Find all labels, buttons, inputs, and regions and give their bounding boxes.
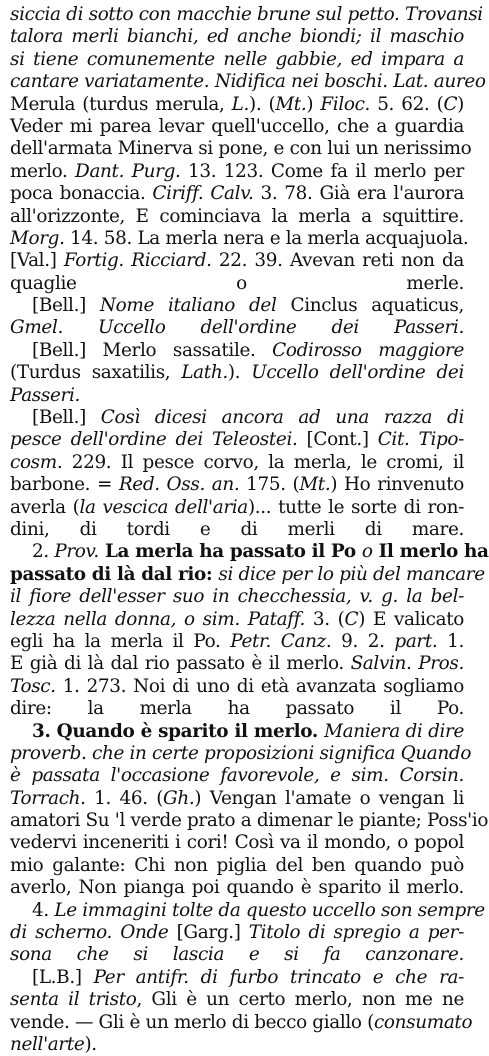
text-run: 229. Il pesce corvo, la merla, le cromi, il (62, 451, 464, 473)
text-run: egli ha la merla il Po. (10, 630, 231, 652)
text-run: [Bell.] (32, 407, 101, 429)
text-line (10, 452, 464, 474)
text-run: poca bonaccia. (10, 183, 153, 205)
text-run: merlo. (10, 160, 76, 182)
italic-run: senta il tristo (10, 989, 137, 1011)
italic-run: è passata l'occasione favorevole, e sim. Corsin. (10, 765, 464, 787)
italic-run: si dice per lo più del mancare (218, 563, 485, 585)
italic-run: Gh. (163, 787, 195, 809)
text-run: 22. 39. Avevan reti non da (211, 250, 465, 272)
text-line (10, 161, 464, 183)
text-line (10, 71, 486, 93)
italic-run: sona che si lascia e si fa canzonare. (10, 944, 464, 966)
text-line (10, 138, 472, 160)
text-line (10, 855, 464, 877)
text-run: 5. 62. ( (370, 93, 444, 115)
text-run: 1. (437, 630, 465, 652)
text-run: averlo, Non pianga poi quando è sparito il merlo. (10, 877, 464, 899)
text-line (10, 474, 464, 496)
text-run: dini, di tordi e di merli di mare. (10, 518, 464, 540)
italic-run: Le immagini tolte da questo uccello son sempre (54, 899, 485, 921)
text-run: Cinclus aquaticus, (276, 295, 464, 317)
text-line (10, 26, 464, 48)
text-run: ) E valicato (358, 608, 464, 630)
italic-run: nell'arte (10, 1033, 85, 1055)
text-line (10, 1034, 464, 1056)
italic-run: consumato (373, 1011, 473, 1033)
italic-run: L. (231, 93, 249, 115)
text-line (10, 563, 485, 586)
italic-run: Nome italiano del (99, 295, 277, 317)
text-run: 13. 123. Come fa il merlo per (180, 160, 464, 182)
bold-run: 3. Quando è sparito il merlo. (32, 720, 325, 742)
text-line (10, 497, 464, 519)
italic-run: cosm. (10, 451, 63, 473)
text-run: dire: la merla ha passato il Po. (10, 698, 464, 720)
text-line (10, 877, 464, 899)
italic-run: Codirosso maggiore (272, 339, 465, 361)
italic-run: Uccello dell'ordine dei (251, 362, 464, 384)
italic-run: o (361, 541, 373, 563)
text-run: ) Vengan l'amate o vengan li (194, 787, 465, 809)
text-run: ). ( (249, 93, 276, 115)
italic-run: Tosc. (10, 675, 56, 697)
text-line (10, 385, 464, 407)
text-run: , Gli è un certo merlo, non me ne (136, 989, 464, 1011)
text-line (10, 810, 489, 832)
italic-run: la vescica dell'aria (79, 496, 248, 518)
text-run: Veder mi parea levar quell'uccello, che a guardia (10, 115, 464, 137)
text-line (10, 49, 464, 71)
italic-run: Per antifr. di furbo trincato e che ra- (93, 966, 464, 988)
text-run: ). (84, 1033, 97, 1055)
text-run: 4. (32, 899, 55, 921)
text-run: 9. 2. (331, 630, 395, 652)
italic-run: Maniera di dire (324, 720, 464, 742)
text-run: mio galante: Chi non piglia del ben quando può (10, 854, 464, 876)
text-run: averla ( (10, 496, 80, 518)
italic-run: C (344, 608, 359, 630)
italic-run: il fiore dell'esser suo in checchessia, v. g. la bel- (10, 586, 464, 608)
italic-run: Ciriff. Calv. (152, 183, 254, 205)
text-line (10, 541, 489, 563)
italic-run: Passeri. (10, 384, 80, 406)
text-run: amatori Su 'l verde prato a dimenar le piante; Poss'io (10, 810, 489, 832)
italic-run: Filoc. (320, 93, 371, 115)
text-line (10, 183, 464, 205)
italic-run: C (443, 93, 458, 115)
text-line (10, 944, 464, 966)
text-run: ). (227, 362, 252, 384)
text-run: 2. (32, 541, 55, 563)
text-run: 3. 78. Già era l'aurora (253, 183, 464, 205)
text-line (10, 429, 464, 451)
italic-run: proverb. che in certe proposizioni significa Quando (10, 742, 472, 764)
text-run: [Val.] (10, 250, 64, 272)
text-run: [Garg.] (168, 922, 249, 944)
italic-run: Così dicesi ancora ad una razza di (100, 407, 465, 429)
italic-run: Titolo di spregio a per- (248, 922, 464, 944)
italic-run: Lath. (181, 362, 228, 384)
italic-run: cantare variatamente. Nidifica nei boschi. Lat. aureo (10, 71, 486, 93)
text-line (10, 4, 483, 26)
italic-run: siccia di sotto con macchie brune sul petto. Trovansi (10, 4, 483, 25)
text-line (10, 94, 464, 116)
italic-run: pesce dell'ordine dei Teleostei. (10, 429, 298, 451)
italic-run: lezza nella donna, o sim. Pataff. (10, 608, 305, 630)
italic-run: Fortig. Ricciard. (63, 250, 212, 272)
text-line (10, 742, 472, 765)
text-line (10, 676, 464, 698)
text-run: 3. ( (305, 608, 345, 630)
text-run: quaglie o merle. (10, 272, 464, 294)
italic-run: si tiene comunemente nelle gabbie, ed impara a (10, 48, 464, 70)
text-run: [Bell.] (32, 295, 100, 317)
text-run: Merula (turdus merula, (10, 93, 232, 115)
text-line (10, 653, 464, 675)
text-line (10, 698, 464, 720)
italic-run: Morg. (10, 227, 65, 249)
text-line (10, 631, 464, 653)
text-run: [Cont.] (297, 429, 378, 451)
text-line (10, 899, 485, 922)
text-line (10, 227, 469, 250)
text-run: [L.B.] (32, 966, 94, 988)
text-run: )... tutte le sorte di ron- (247, 496, 464, 518)
text-line (10, 116, 464, 138)
text-line (10, 967, 464, 989)
text-line (10, 362, 464, 384)
text-line (10, 206, 464, 228)
text-line (10, 250, 464, 272)
text-line (10, 832, 464, 854)
italic-run: part. (394, 630, 438, 652)
text-line (10, 922, 464, 944)
text-line (10, 989, 464, 1011)
text-line (10, 340, 464, 362)
italic-run: Dant. Purg. (75, 160, 181, 182)
italic-run: talora merli bianchi, ed anche biondi; il maschio (10, 26, 464, 48)
italic-run: Torrach. (10, 787, 86, 809)
text-run: 1. 46. ( (85, 787, 164, 809)
italic-run: Mt. (299, 474, 331, 496)
text-run: E già di là dal rio passato è il merlo. (10, 653, 351, 675)
text-run: vedervi inceneriti i cori! Così va il mondo, o popol (10, 832, 464, 854)
text-line (10, 317, 464, 339)
text-line (10, 295, 464, 317)
text-line (10, 765, 464, 787)
text-line (10, 586, 464, 608)
italic-run: Salvin. Pros. (350, 653, 464, 675)
bold-run: La merla ha passato il Po (98, 541, 362, 563)
text-run: barbone. = (10, 474, 119, 496)
text-line (10, 609, 464, 631)
text-line (10, 519, 464, 541)
text-run: [Bell.] Merlo sassatile. (32, 339, 273, 361)
italic-run: Petr. Canz. (230, 630, 332, 652)
text-run: 14. 58. La merla nera e la merla acquajuola. (64, 227, 469, 249)
text-line (10, 273, 464, 295)
text-run: ) (306, 93, 321, 115)
text-run: ) (457, 93, 464, 115)
italic-run: Gmel. Uccello dell'ordine dei Passeri. (10, 317, 464, 339)
bold-run: Il merlo ha (372, 541, 489, 563)
italic-run: Cit. Tipo- (377, 429, 464, 451)
italic-run: Prov. (54, 541, 99, 563)
text-line (10, 1011, 473, 1034)
text-run: all'orizzonte, E cominciava la merla a squittire. (10, 205, 464, 227)
text-run: (Turdus saxatilis, (10, 362, 182, 384)
text-line (10, 407, 464, 429)
text-run: dell'armata Minerva si pone, e con lui un nerissimo (10, 138, 472, 160)
text-run: 175. ( (239, 474, 300, 496)
text-run: 1. 273. Noi di uno di età avanzata sogliamo (55, 675, 464, 697)
text-line (10, 721, 464, 743)
text-run: ) Ho rinvenuto (330, 474, 464, 496)
bold-run: passato di là dal rio: (10, 563, 219, 585)
text-line (10, 788, 464, 810)
italic-run: di scherno. Onde (10, 922, 169, 944)
italic-run: Mt. (275, 93, 307, 115)
italic-run: Red. Oss. an. (118, 474, 240, 496)
text-run: vende. — Gli è un merlo di becco giallo ( (10, 1011, 374, 1033)
